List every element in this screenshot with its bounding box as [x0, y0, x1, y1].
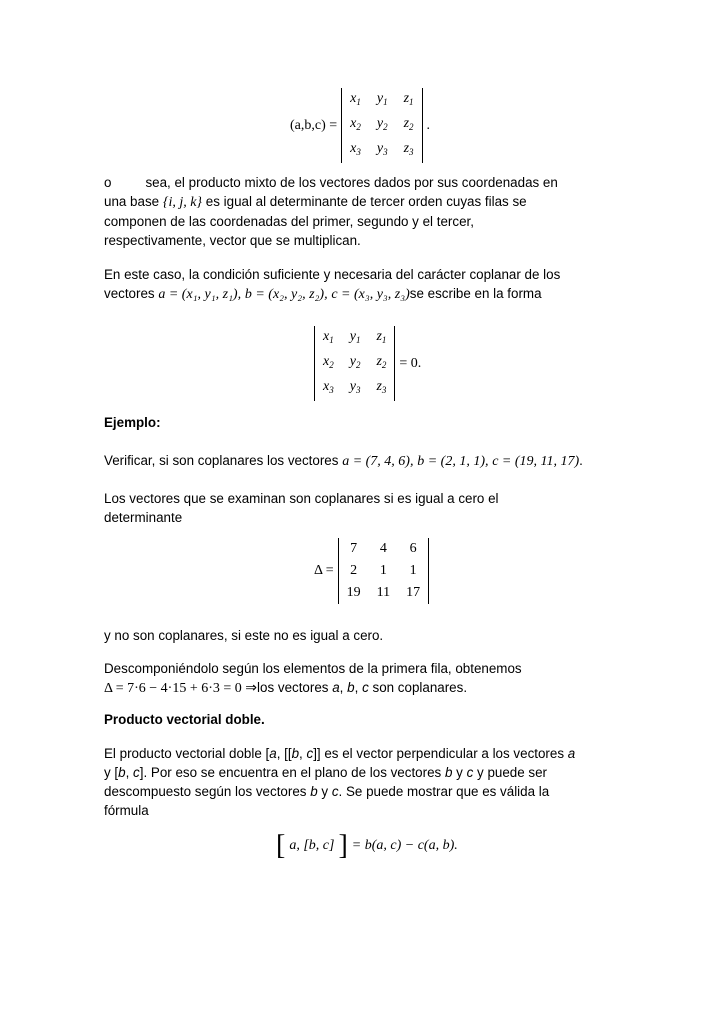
example-heading: Ejemplo: [104, 415, 161, 430]
paragraph-coplanar-condition: En este caso, la condición suficiente y necesaria del carácter coplanar de los vectores a = (x₁, y₁, z₁), b = (x₂, y₂, z₂), c = (x₃, y₃, z₃)se escribe en la forma [104, 267, 561, 302]
paragraph-double-vector-product: El producto vectorial doble [a, [[b, c]] es el vector perpendicular a los vectores a y [b, c]. Por eso se encuentra en el plano de los vectores b y c y puede ser descompuesto según los vectores b y c. Se puede mostrar que es válida la fórmula [104, 746, 576, 818]
double-vector-product-formula: [ a, [b, c] ] = b(a, c) − c(a, b). [276, 830, 458, 861]
vector-c: c = (x₃, y₃, z₃) [331, 287, 410, 302]
paragraph-decomposition: Descomponiéndolo según los elementos de la primera fila, obtenemos Δ = 7·6 − 4·15 + 6·3 = 0 ⇒los vectores a, b, c son coplanares. [104, 661, 522, 696]
base-ijk: {i, j, k} [162, 195, 203, 210]
formula2-rhs: = 0. [399, 355, 422, 371]
formula3-determinant: 7 4 6 2 1 1 19 11 17 [338, 538, 429, 604]
formula3-lhs: Δ = [314, 563, 334, 578]
example-vector-c: c = (19, 11, 17) [492, 454, 580, 469]
example-vector-a: a = (7, 4, 6), [342, 454, 414, 469]
paragraph-not-coplanar: y no son coplanares, si este no es igual a cero. [104, 628, 384, 643]
paragraph-verify: Verificar, si son coplanares los vectores a = (7, 4, 6), b = (2, 1, 1), c = (19, 11, 17). [104, 453, 583, 469]
formula1-lhs: (a,b,c) = [290, 117, 338, 133]
paragraph-examined-vectors: Los vectores que se examinan son coplanares si es igual a cero el determinante [104, 491, 499, 525]
vector-a: a = (x₁, y₁, z₁), [158, 287, 242, 302]
example-determinant-formula [314, 538, 429, 604]
mixed-product-formula [290, 88, 430, 163]
example-vector-b: b = (2, 1, 1), [417, 454, 489, 469]
formula1-period: . [426, 117, 431, 133]
determinant-expansion: Δ = 7·6 − 4·15 + 6·3 = 0 ⇒ [104, 681, 258, 696]
formula1-determinant: $x_1$ $y_1$ $z_1$ $x_2$ $y_2$ $z_2$ $x_3$ $y_3$ $z_3$ [341, 88, 422, 163]
formula2-determinant: $x_1$ $y_1$ $z_1$ $x_2$ $y_2$ $z_2$ $x_3$ $y_3$ $z_3$ [314, 326, 395, 401]
formula4-inner: a, [b, c] [289, 838, 335, 853]
paragraph-mixed-product: o sea, el producto mixto de los vectores dados por sus coordenadas en una base {i, j, k} es igual al determinante de tercer orden cuyas filas se componen de las coordenadas del primer, segundo y el tercer, respectivamente, vector que se multiplican. [104, 175, 558, 248]
coplanar-determinant-formula [314, 326, 421, 401]
bullet: o [104, 175, 112, 190]
formula4-rhs: = b(a, c) − c(a, b). [351, 838, 458, 853]
vector-b: b = (x₂, y₂, z₂), [244, 287, 328, 302]
section-heading-double-vector-product: Producto vectorial doble. [104, 712, 265, 727]
